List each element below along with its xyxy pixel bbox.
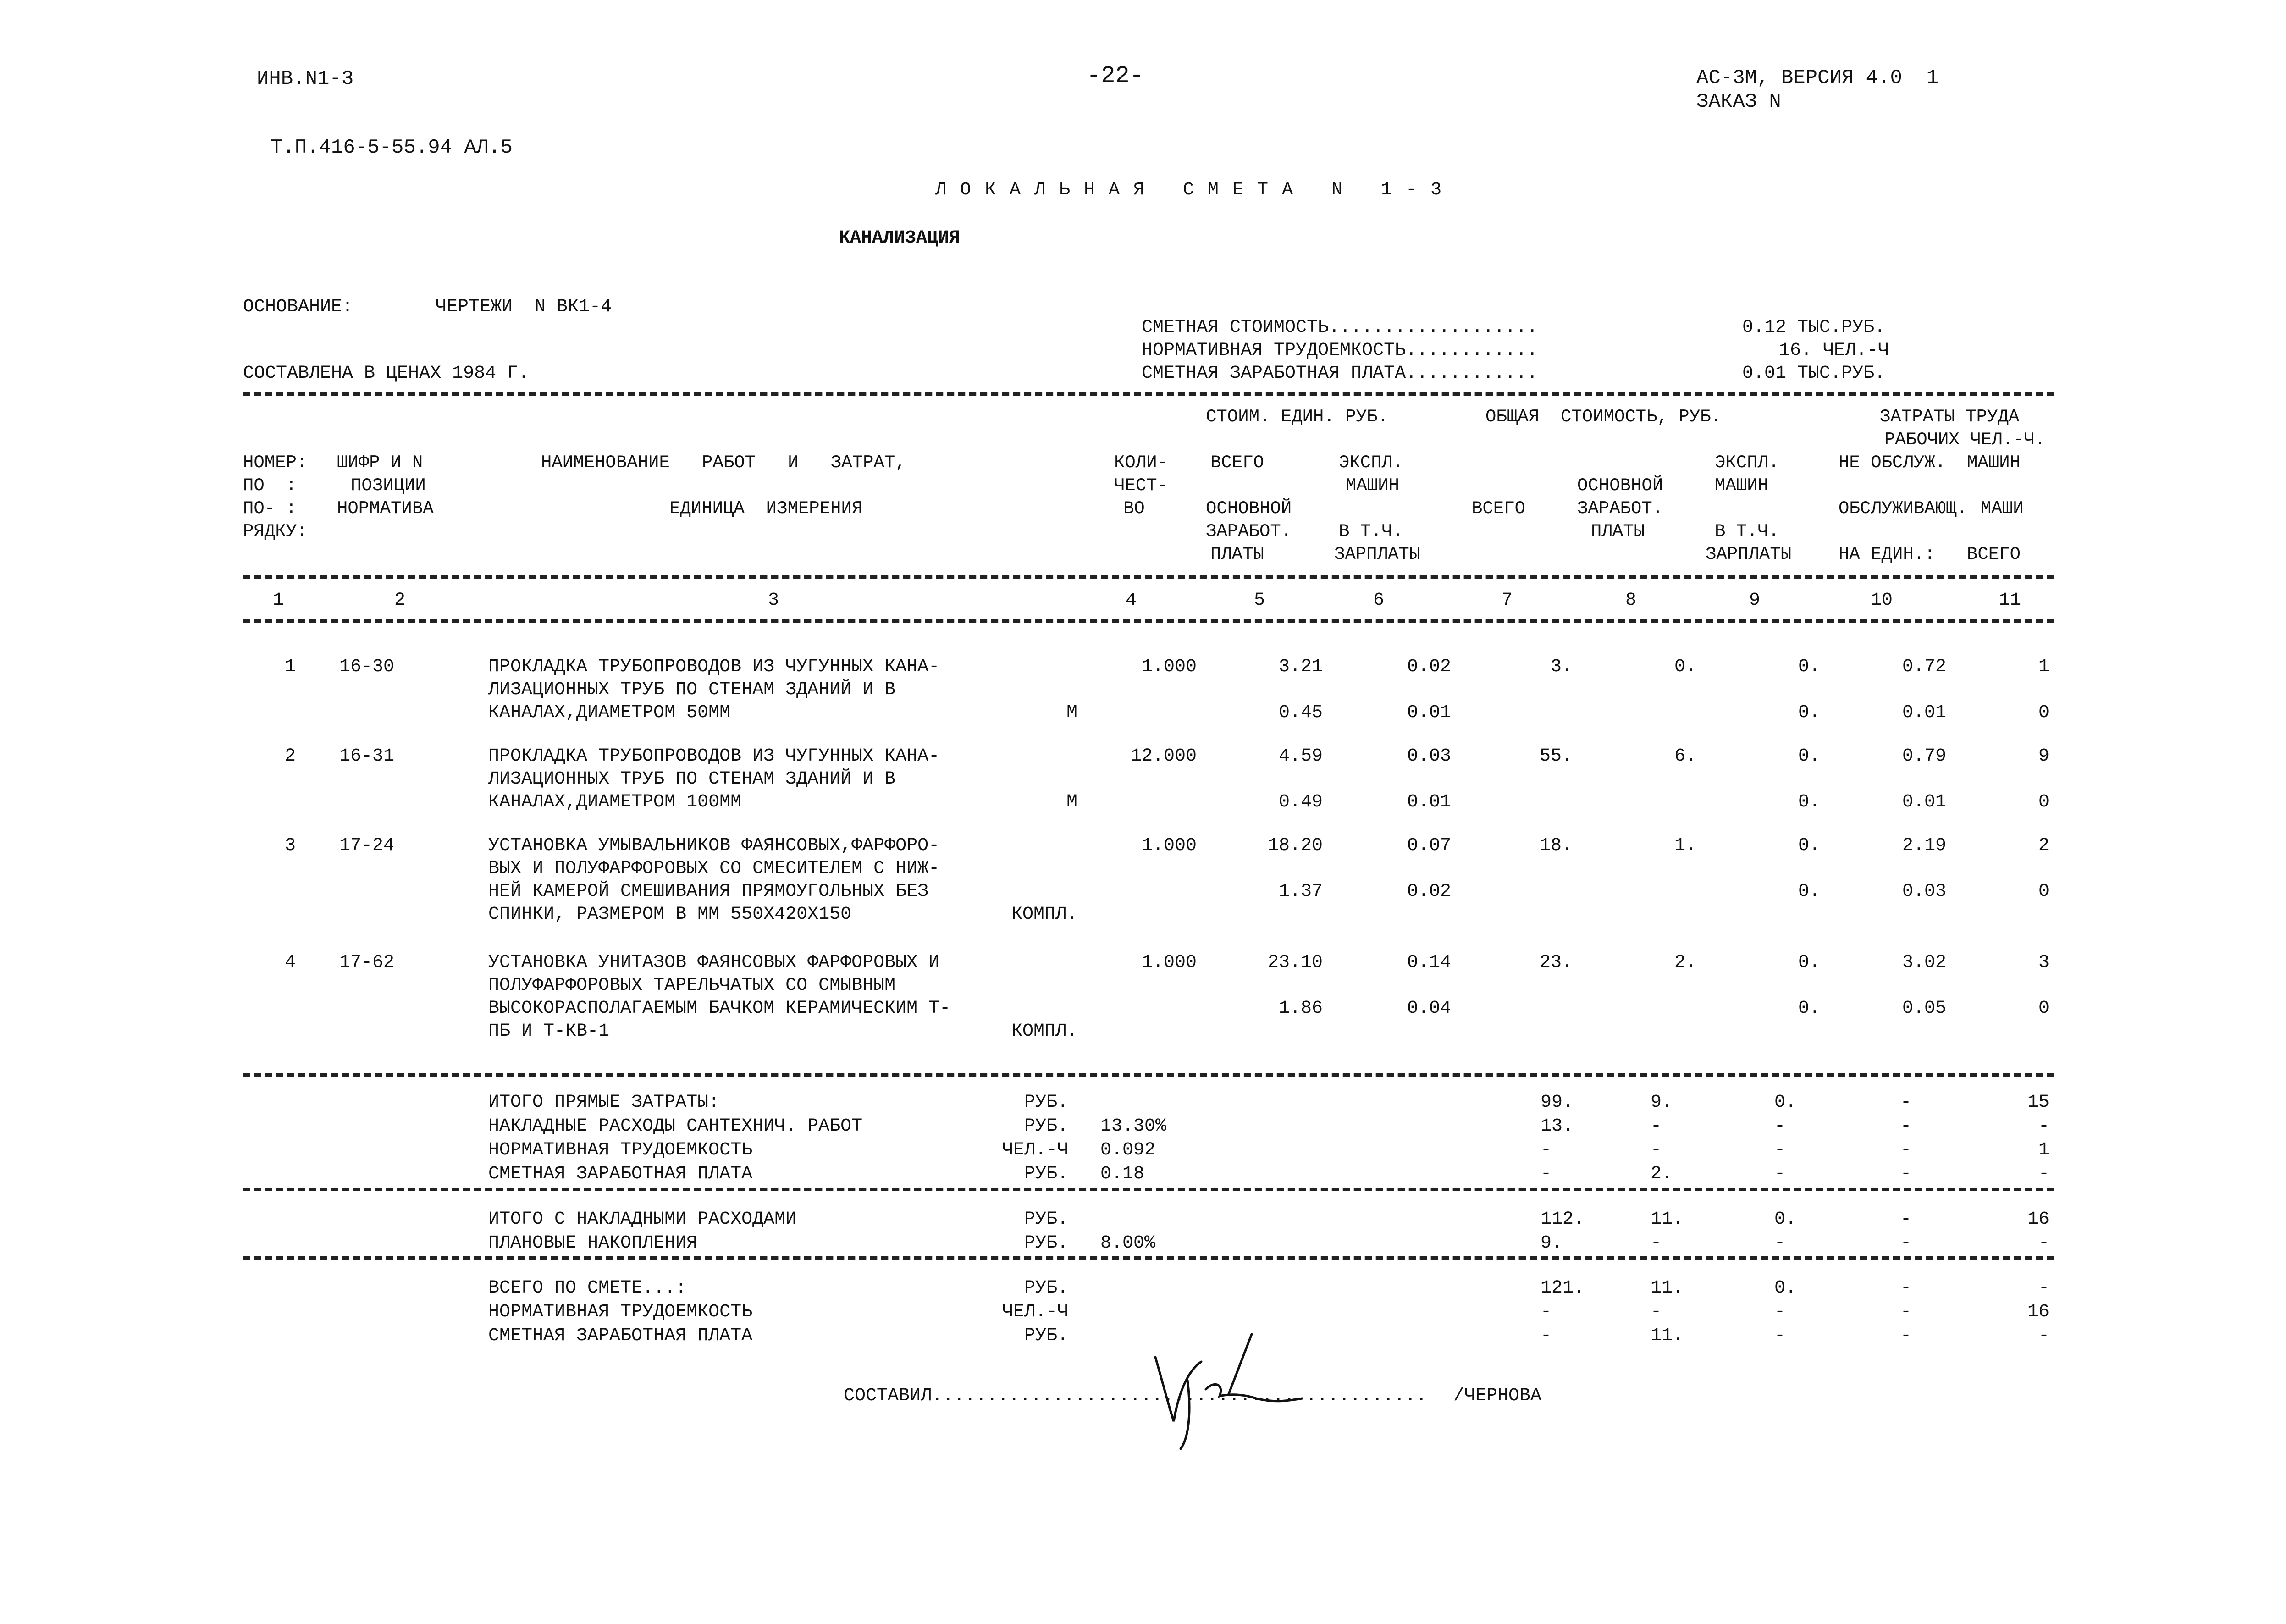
totals-cost: - [1541, 1302, 1552, 1322]
row-unit: М [1066, 702, 1077, 723]
totals-machine: - [1774, 1326, 1786, 1346]
totals-labor-unit: - [1900, 1164, 1912, 1184]
row-machine-wage-total: 0. [1798, 792, 1820, 812]
row-unit-wage: 0.49 [1278, 792, 1323, 812]
row-labor-unit-machine: 0.01 [1902, 792, 1946, 812]
totals-unit: РУБ. [1024, 1326, 1068, 1346]
inventory-number: ИНВ.N1-3 [257, 67, 354, 90]
header-col-11: МАШИ [1981, 498, 2024, 519]
row-description: ПРОКЛАДКА ТРУБОПРОВОДОВ ИЗ ЧУГУННЫХ КАНА- [488, 746, 940, 767]
summary-label: СМЕТНАЯ ЗАРАБОТНАЯ ПЛАТА............ [1142, 363, 1538, 384]
row-unit-wage: 1.86 [1278, 998, 1323, 1019]
column-number: 9 [1749, 590, 1761, 611]
totals-cost: - [1541, 1140, 1552, 1160]
row-description: УСТАНОВКА УНИТАЗОВ ФАЯНСОВЫХ ФАРФОРОВЫХ И [488, 952, 940, 973]
header-col-1: РЯДКУ: [243, 521, 308, 541]
totals-wage: - [1651, 1140, 1662, 1160]
column-number: 7 [1502, 590, 1513, 611]
row-code: 17-62 [339, 952, 395, 973]
row-wage-total: 0. [1674, 657, 1696, 677]
row-labor-total: 1 [2038, 657, 2049, 677]
totals-cost: 99. [1541, 1092, 1574, 1113]
row-number: 2 [284, 746, 296, 767]
header-labor: РАБОЧИХ ЧЕЛ.-Ч. [1884, 430, 2046, 450]
divider [243, 1256, 2054, 1260]
row-description: ПРОКЛАДКА ТРУБОПРОВОДОВ ИЗ ЧУГУННЫХ КАНА- [488, 657, 940, 677]
row-labor-total-machine: 0 [2038, 792, 2049, 812]
header-col-9: ЗАРПЛАТЫ [1706, 544, 1792, 564]
row-number: 1 [284, 657, 296, 677]
totals-wage: 11. [1651, 1209, 1684, 1230]
column-number: 6 [1373, 590, 1385, 611]
row-machine-total: 0. [1798, 835, 1820, 856]
row-quantity: 1.000 [1141, 657, 1197, 677]
row-labor-unit: 0.72 [1902, 657, 1946, 677]
column-number: 4 [1126, 590, 1137, 611]
header-col-8: ПЛАТЫ [1591, 521, 1645, 541]
row-labor-unit: 0.79 [1902, 746, 1946, 767]
totals-cost: - [1541, 1326, 1552, 1346]
row-wage-total: 6. [1674, 746, 1696, 767]
row-machine-total: 0. [1798, 657, 1820, 677]
row-labor-unit-machine: 0.03 [1902, 881, 1946, 902]
row-description: ЛИЗАЦИОННЫХ ТРУБ ПО СТЕНАМ ЗДАНИЙ И В [488, 679, 896, 700]
header-col-11: ВСЕГО [1967, 544, 2021, 564]
row-machine-wage-total: 0. [1798, 702, 1820, 723]
row-unit-total: 18.20 [1267, 835, 1323, 856]
header-col-5: ОСНОВНОЙ [1206, 498, 1292, 519]
totals-labor: - [2038, 1326, 2049, 1346]
row-unit-total: 3.21 [1278, 657, 1323, 677]
row-unit-total: 4.59 [1278, 746, 1323, 767]
column-number: 3 [768, 590, 779, 611]
row-unit-machine: 0.03 [1407, 746, 1451, 767]
totals-cost: 9. [1541, 1233, 1563, 1254]
row-wage-total: 1. [1674, 835, 1696, 856]
header-total-cost: ОБЩАЯ СТОИМОСТЬ, РУБ. [1485, 407, 1722, 427]
header-col-11: МАШИН [1967, 453, 2021, 473]
row-number: 3 [284, 835, 296, 856]
row-total: 18. [1539, 835, 1573, 856]
row-unit: КОМПЛ. [1011, 1021, 1077, 1042]
totals-wage: 11. [1651, 1278, 1684, 1298]
row-labor-total-machine: 0 [2038, 998, 2049, 1019]
row-code: 17-24 [339, 835, 395, 856]
row-description: СПИНКИ, РАЗМЕРОМ В ММ 550X420X150 [488, 904, 852, 925]
row-labor-total: 3 [2038, 952, 2049, 973]
totals-rate: 0.18 [1100, 1164, 1145, 1184]
header-col-6: ЭКСПЛ. [1339, 453, 1403, 473]
project-code: Т.П.416-5-55.94 АЛ.5 [271, 136, 513, 159]
row-unit-machine-wage: 0.04 [1407, 998, 1451, 1019]
totals-label: ИТОГО ПРЯМЫЕ ЗАТРАТЫ: [488, 1092, 720, 1113]
row-labor-total: 2 [2038, 835, 2049, 856]
totals-label: НОРМАТИВНАЯ ТРУДОЕМКОСТЬ [488, 1140, 753, 1160]
header-col-8: ЗАРАБОТ. [1577, 498, 1663, 519]
compiled-by-label: СОСТАВИЛ............................................. [844, 1386, 1427, 1406]
totals-label: ПЛАНОВЫЕ НАКОПЛЕНИЯ [488, 1233, 698, 1254]
totals-cost: 13. [1541, 1116, 1574, 1137]
summary-label: СМЕТНАЯ СТОИМОСТЬ................... [1142, 317, 1538, 338]
row-description: ПОЛУФАРФОРОВЫХ ТАРЕЛЬЧАТЫХ СО СМЫВНЫМ [488, 975, 896, 996]
header-col-4: ВО [1123, 498, 1145, 519]
totals-rate: 13.30% [1100, 1116, 1167, 1137]
totals-wage: - [1651, 1302, 1662, 1322]
row-quantity: 1.000 [1141, 952, 1197, 973]
header-col-1: ПО- : [243, 498, 297, 519]
totals-wage: - [1651, 1233, 1662, 1254]
totals-unit: ЧЕЛ.-Ч [1002, 1140, 1068, 1160]
header-col-3: ЕДИНИЦА ИЗМЕРЕНИЯ [669, 498, 863, 519]
row-unit-machine-wage: 0.02 [1407, 881, 1451, 902]
totals-unit: РУБ. [1024, 1233, 1068, 1254]
totals-unit: РУБ. [1024, 1209, 1068, 1230]
row-unit: КОМПЛ. [1011, 904, 1077, 925]
column-number: 11 [1999, 590, 2021, 611]
totals-machine: - [1774, 1116, 1786, 1137]
totals-unit: РУБ. [1024, 1164, 1068, 1184]
header-col-6: ЗАРПЛАТЫ [1334, 544, 1420, 564]
row-total: 23. [1539, 952, 1573, 973]
totals-wage: 9. [1651, 1092, 1673, 1113]
totals-labor-unit: - [1900, 1302, 1912, 1322]
row-number: 4 [284, 952, 296, 973]
row-labor-total-machine: 0 [2038, 881, 2049, 902]
version-label: АС-3М, ВЕРСИЯ 4.0 1 [1696, 66, 1939, 89]
row-description: ЛИЗАЦИОННЫХ ТРУБ ПО СТЕНАМ ЗДАНИЙ И В [488, 769, 896, 790]
totals-unit: ЧЕЛ.-Ч [1002, 1302, 1068, 1322]
column-number: 2 [394, 590, 406, 611]
header-col-1: НОМЕР: [243, 453, 308, 473]
divider [243, 619, 2054, 623]
totals-machine: 0. [1774, 1209, 1797, 1230]
row-description: КАНАЛАХ,ДИАМЕТРОМ 100ММ [488, 792, 742, 812]
header-col-10: ОБСЛУЖИВАЮЩ. [1839, 498, 1967, 519]
header-col-6: В Т.Ч. [1339, 521, 1403, 541]
totals-rate: 8.00% [1100, 1233, 1156, 1254]
row-unit: М [1066, 792, 1077, 812]
totals-labor: 15 [2027, 1092, 2049, 1113]
column-number: 8 [1625, 590, 1637, 611]
totals-machine: - [1774, 1302, 1786, 1322]
header-col-7: ВСЕГО [1472, 498, 1526, 519]
row-labor-total-machine: 0 [2038, 702, 2049, 723]
totals-label: НОРМАТИВНАЯ ТРУДОЕМКОСТЬ [488, 1302, 753, 1322]
totals-cost: 112. [1541, 1209, 1585, 1230]
row-description: ПБ И Т-КВ-1 [488, 1021, 610, 1042]
column-number: 5 [1254, 590, 1265, 611]
signature [1137, 1325, 1311, 1453]
header-col-10: НА ЕДИН.: [1839, 544, 1935, 564]
totals-machine: 0. [1774, 1092, 1797, 1113]
compiler-name: /ЧЕРНОВА [1453, 1386, 1542, 1406]
row-unit-machine: 0.02 [1407, 657, 1451, 677]
row-machine-total: 0. [1798, 746, 1820, 767]
header-col-3: НАИМЕНОВАНИЕ РАБОТ И ЗАТРАТ, [541, 453, 906, 473]
compiled-label: СОСТАВЛЕНА В ЦЕНАХ 1984 Г. [243, 363, 530, 384]
row-machine-wage-total: 0. [1798, 998, 1820, 1019]
divider [243, 1188, 2054, 1191]
totals-labor-unit: - [1900, 1116, 1912, 1137]
header-col-5: ЗАРАБОТ. [1206, 521, 1292, 541]
document-subtitle: КАНАЛИЗАЦИЯ [839, 228, 961, 249]
summary-label: НОРМАТИВНАЯ ТРУДОЕМКОСТЬ............ [1142, 340, 1538, 361]
row-code: 16-30 [339, 657, 395, 677]
basis-value: ЧЕРТЕЖИ N ВК1-4 [436, 297, 612, 317]
totals-wage: 2. [1651, 1164, 1673, 1184]
row-total: 3. [1550, 657, 1573, 677]
row-machine-total: 0. [1798, 952, 1820, 973]
header-labor: ЗАТРАТЫ ТРУДА [1880, 407, 2020, 427]
row-description: ВЫХ И ПОЛУФАРФОРОВЫХ СО СМЕСИТЕЛЕМ С НИЖ- [488, 858, 940, 879]
row-labor-total: 9 [2038, 746, 2049, 767]
totals-wage: - [1651, 1116, 1662, 1137]
summary-value: 0.12 ТЫС.РУБ. [1742, 317, 1886, 338]
totals-labor-unit: - [1900, 1326, 1912, 1346]
header-col-10: НЕ ОБСЛУЖ. [1839, 453, 1946, 473]
totals-labor: - [2038, 1116, 2049, 1137]
totals-labor: - [2038, 1278, 2049, 1298]
row-quantity: 12.000 [1130, 746, 1197, 767]
row-description: НЕЙ КАМЕРОЙ СМЕШИВАНИЯ ПРЯМОУГОЛЬНЫХ БЕЗ [488, 881, 929, 902]
header-unit-cost: СТОИМ. ЕДИН. РУБ. [1206, 407, 1388, 427]
row-labor-unit: 3.02 [1902, 952, 1946, 973]
totals-machine: - [1774, 1140, 1786, 1160]
totals-label: ИТОГО С НАКЛАДНЫМИ РАСХОДАМИ [488, 1209, 797, 1230]
header-col-4: ЧЕСТ- [1114, 475, 1168, 496]
row-labor-unit: 2.19 [1902, 835, 1946, 856]
row-labor-unit-machine: 0.05 [1902, 998, 1946, 1019]
header-col-4: КОЛИ- [1114, 453, 1168, 473]
row-quantity: 1.000 [1141, 835, 1197, 856]
document-title: ЛОКАЛЬНАЯ СМЕТА N 1-3 [935, 180, 1456, 200]
header-col-8: ОСНОВНОЙ [1577, 475, 1663, 496]
row-description: УСТАНОВКА УМЫВАЛЬНИКОВ ФАЯНСОВЫХ,ФАРФОРО- [488, 835, 940, 856]
totals-cost: 121. [1541, 1278, 1585, 1298]
totals-labor-unit: - [1900, 1278, 1912, 1298]
row-unit-machine-wage: 0.01 [1407, 702, 1451, 723]
row-unit-machine: 0.14 [1407, 952, 1451, 973]
totals-label: НАКЛАДНЫЕ РАСХОДЫ САНТЕХНИЧ. РАБОТ [488, 1116, 863, 1137]
summary-value: 0.01 ТЫС.РУБ. [1742, 363, 1886, 384]
header-col-9: В Т.Ч. [1715, 521, 1779, 541]
basis-label: ОСНОВАНИЕ: [243, 297, 353, 317]
header-col-2: ШИФР И N [337, 453, 423, 473]
header-col-9: ЭКСПЛ. [1715, 453, 1779, 473]
totals-unit: РУБ. [1024, 1092, 1068, 1113]
row-total: 55. [1539, 746, 1573, 767]
header-col-6: МАШИН [1346, 475, 1400, 496]
totals-labor: 1 [2038, 1140, 2049, 1160]
totals-labor-unit: - [1900, 1140, 1912, 1160]
divider [243, 575, 2054, 579]
summary-value: 16. ЧЕЛ.-Ч [1779, 340, 1889, 361]
row-unit-machine: 0.07 [1407, 835, 1451, 856]
row-unit-machine-wage: 0.01 [1407, 792, 1451, 812]
totals-labor-unit: - [1900, 1209, 1912, 1230]
totals-labor-unit: - [1900, 1092, 1912, 1113]
totals-unit: РУБ. [1024, 1278, 1068, 1298]
totals-wage: 11. [1651, 1326, 1684, 1346]
totals-machine: - [1774, 1164, 1786, 1184]
row-wage-total: 2. [1674, 952, 1696, 973]
header-col-2: ПОЗИЦИИ [351, 475, 426, 496]
totals-labor: 16 [2027, 1302, 2049, 1322]
totals-label: ВСЕГО ПО СМЕТЕ...: [488, 1278, 687, 1298]
row-code: 16-31 [339, 746, 395, 767]
totals-label: СМЕТНАЯ ЗАРАБОТНАЯ ПЛАТА [488, 1326, 753, 1346]
row-machine-wage-total: 0. [1798, 881, 1820, 902]
row-unit-total: 23.10 [1267, 952, 1323, 973]
row-description: ВЫСОКОРАСПОЛАГАЕМЫМ БАЧКОМ КЕРАМИЧЕСКИМ Т- [488, 998, 951, 1019]
divider [243, 392, 2054, 396]
order-label: ЗАКАЗ N [1696, 90, 1781, 113]
divider [243, 1073, 2054, 1077]
row-labor-unit-machine: 0.01 [1902, 702, 1946, 723]
totals-labor-unit: - [1900, 1233, 1912, 1254]
totals-label: СМЕТНАЯ ЗАРАБОТНАЯ ПЛАТА [488, 1164, 753, 1184]
header-col-9: МАШИН [1715, 475, 1769, 496]
totals-unit: РУБ. [1024, 1116, 1068, 1137]
row-description: КАНАЛАХ,ДИАМЕТРОМ 50ММ [488, 702, 731, 723]
totals-cost: - [1541, 1164, 1552, 1184]
totals-labor: 16 [2027, 1209, 2049, 1230]
totals-labor: - [2038, 1233, 2049, 1254]
totals-machine: - [1774, 1233, 1786, 1254]
header-col-5: ВСЕГО [1210, 453, 1264, 473]
page-number: -22- [1087, 62, 1144, 89]
header-col-2: НОРМАТИВА [337, 498, 434, 519]
header-col-1: ПО : [243, 475, 297, 496]
row-unit-wage: 1.37 [1278, 881, 1323, 902]
totals-labor: - [2038, 1164, 2049, 1184]
column-number: 1 [273, 590, 284, 611]
header-col-5: ПЛАТЫ [1210, 544, 1264, 564]
row-unit-wage: 0.45 [1278, 702, 1323, 723]
totals-machine: 0. [1774, 1278, 1797, 1298]
column-number: 10 [1871, 590, 1893, 611]
totals-rate: 0.092 [1100, 1140, 1156, 1160]
